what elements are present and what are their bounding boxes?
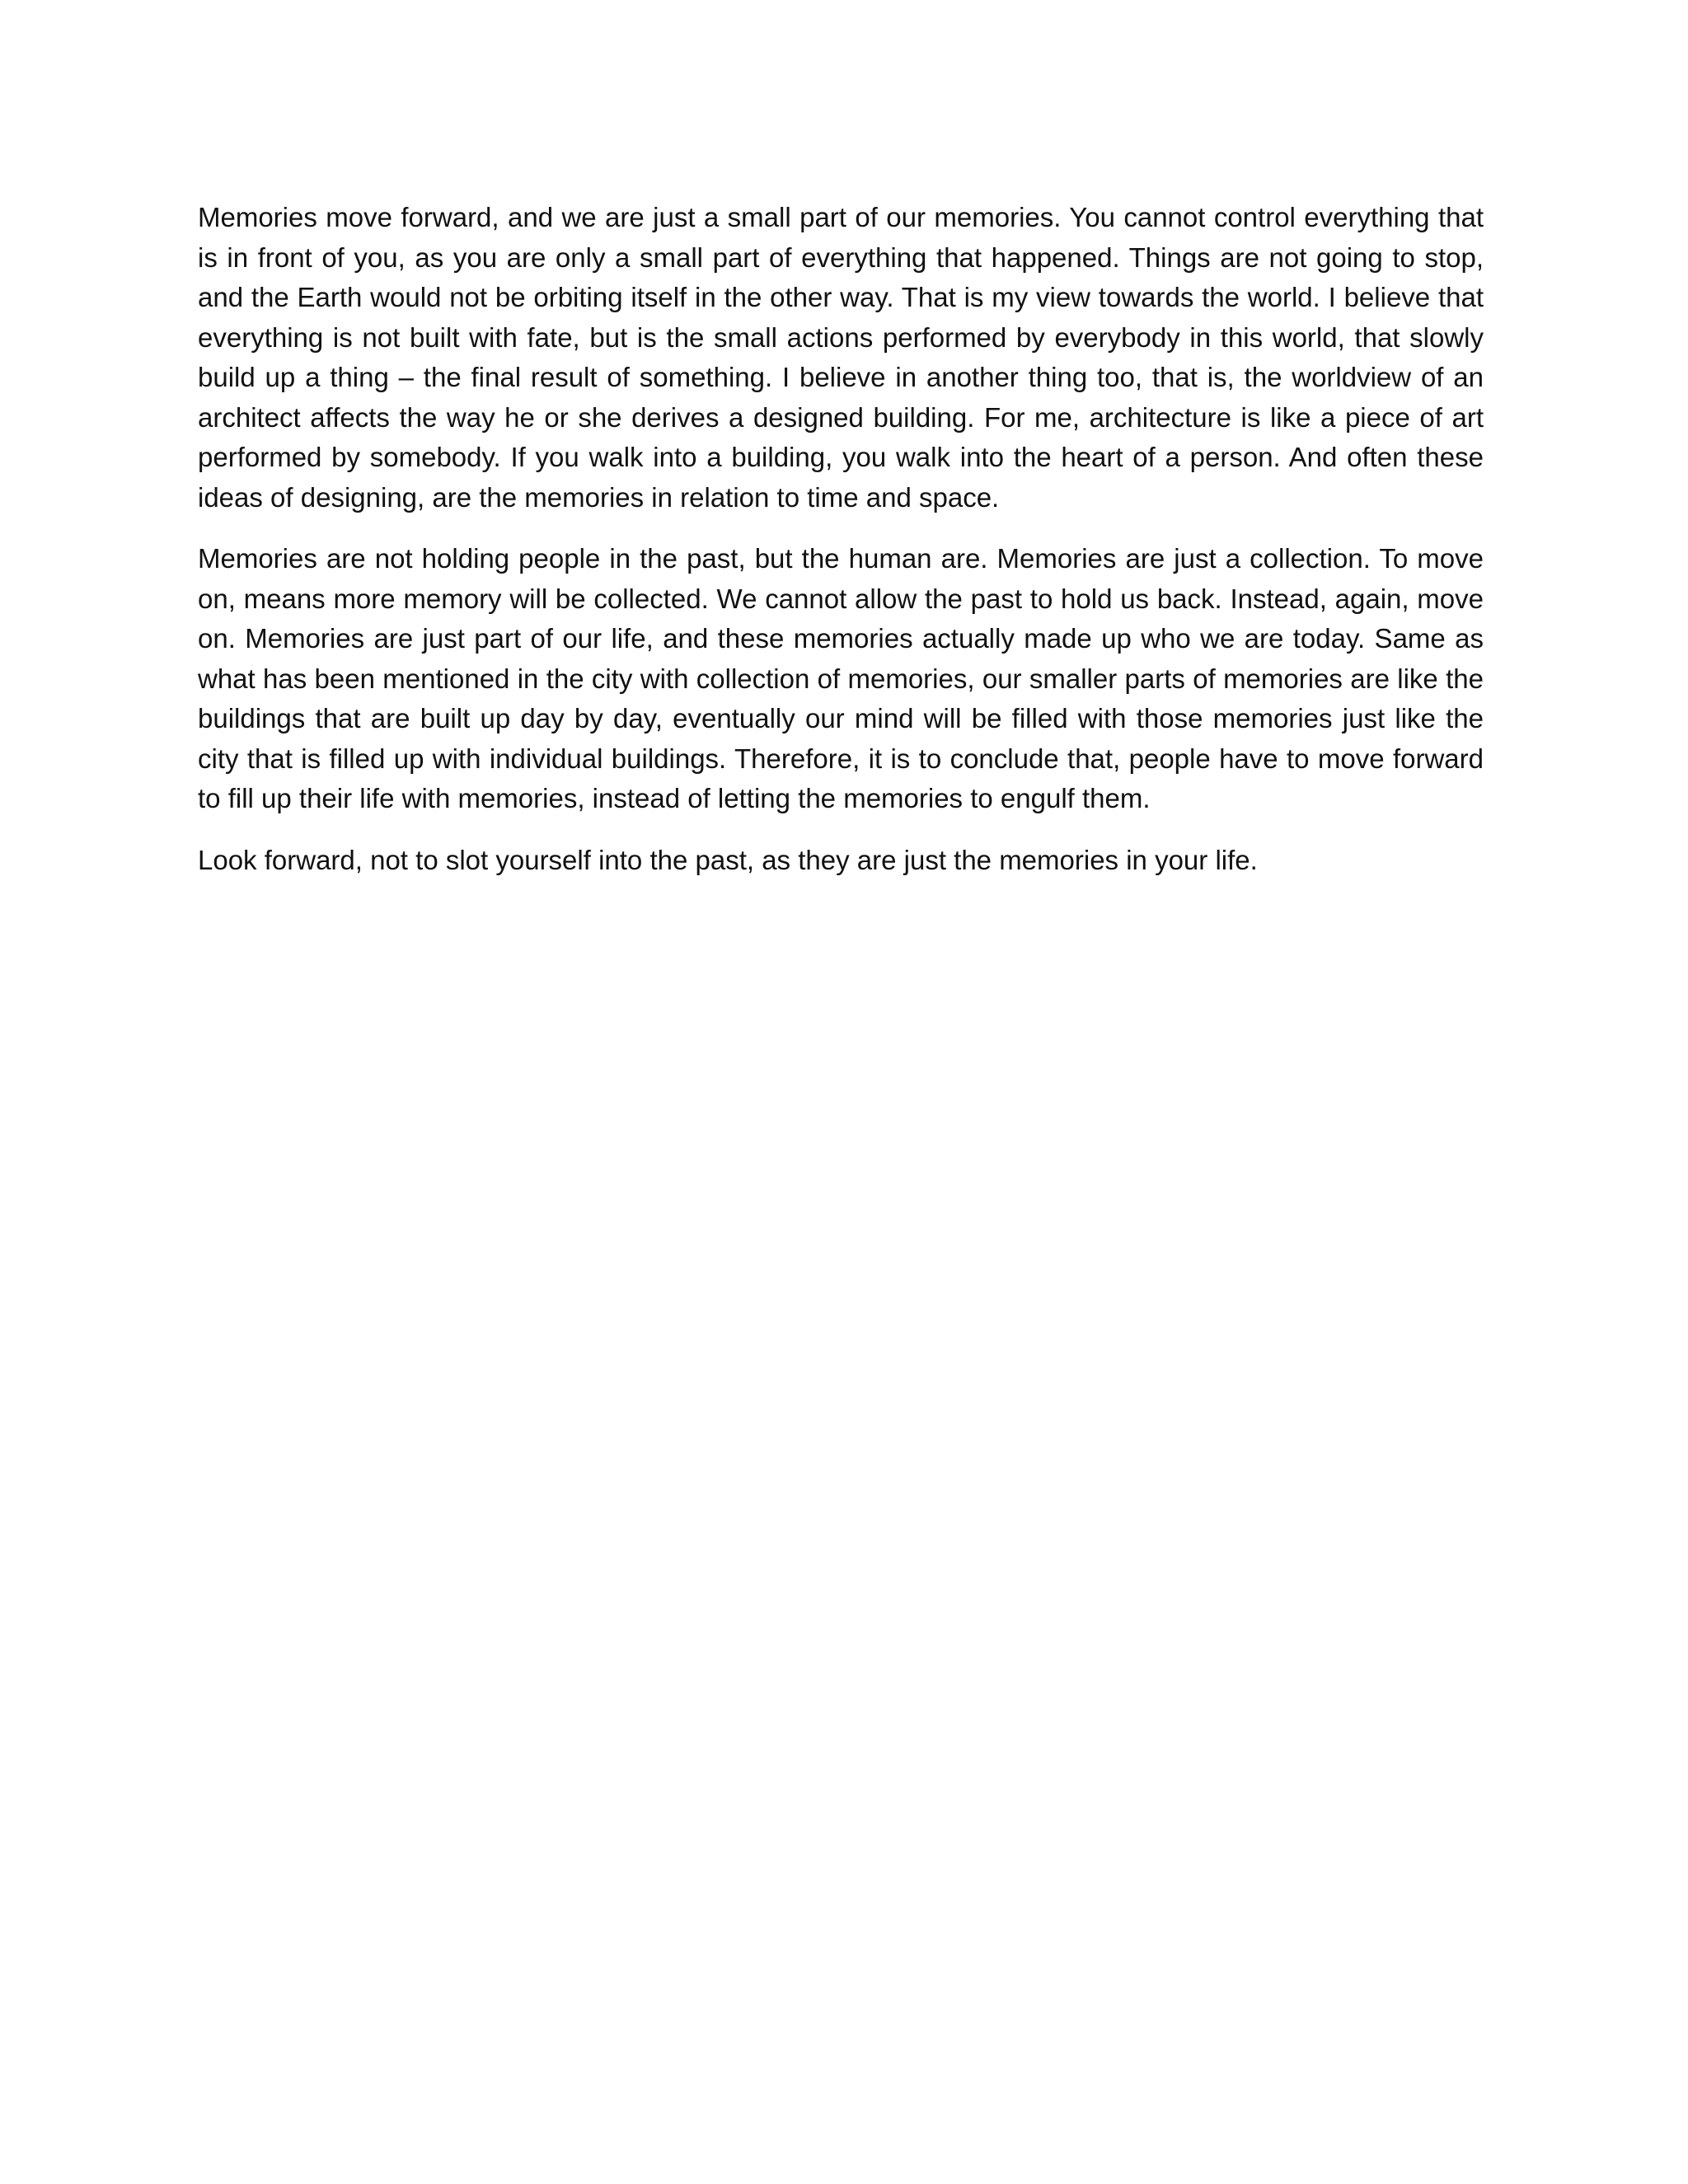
paragraph-1: Memories move forward, and we are just a small part of our memories. You cannot control everything that is in front of you, as you are only a small part of everything that happened. Things are not going to stop, and the Earth would not be orbiting itself in the other way. That is my view towards the world. I believe that everything is not built with fate, but is the small actions performed by everybody in this world, that slowly build up a thing – the final result of something. I believe in another thing too, that is, the worldview of an architect affects the way he or she derives a designed building. For me, architecture is like a piece of art performed by somebody. If you walk into a building, you walk into the heart of a person. And often these ideas of designing, are the memories in relation to time and space. (198, 202, 1484, 513)
document-body (198, 198, 1484, 902)
paragraph-2: Memories are not holding people in the past, but the human are. Memories are just a collection. To move on, means more memory will be collected. We cannot allow the past to hold us back. Instead, again, move on. Memories are just part of our life, and these memories actually made up who we are today. Same as what has been mentioned in the city with collection of memories, our smaller parts of memories are like the buildings that are built up day by day, eventually our mind will be filled with those memories just like the city that is filled up with individual buildings. Therefore, it is to conclude that, people have to move forward to fill up their life with memories, instead of letting the memories to engulf them. (198, 543, 1484, 813)
paragraph-3: Look forward, not to slot yourself into the past, as they are just the memories in your life. (198, 844, 1258, 875)
